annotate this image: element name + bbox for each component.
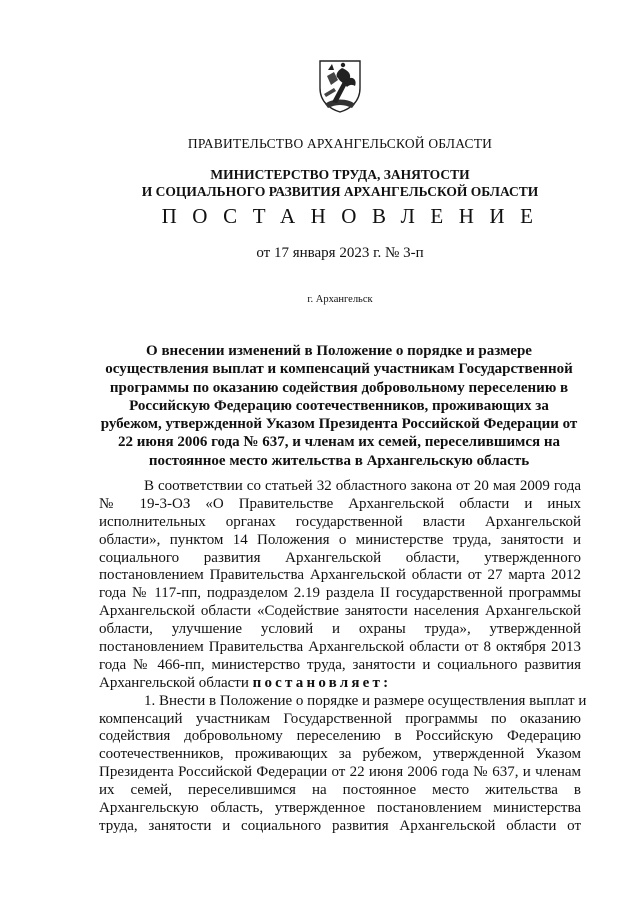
body-line: социального развития Архангельской области, утвержденного [99,549,581,566]
title-line: 22 июня 2006 года № 637, и членам их семей, переселившимся на [117,434,561,451]
ministry-line: МИНИСТЕРСТВО ТРУДА, ЗАНЯТОСТИ [210,167,470,182]
body-line-final [99,675,581,693]
body-line: компенсаций участникам Государственной программы по оказанию [99,710,581,727]
body-line: года № 117-пп, подразделом 2.19 раздела II государственной программы [99,585,581,602]
document-body [99,478,587,836]
body-line: содействия добровольному переселению в Российскую Федерацию [99,728,581,745]
body-line: постановлением Правительства Архангельской области от 27 марта 2012 [99,567,581,584]
title-line: программы по оказанию содействия добровольному переселению в [109,379,569,396]
city-name: г. Архангельск [307,294,373,305]
document-title [98,342,580,470]
ministry-name [60,166,620,200]
item-1-paragraph [99,692,587,836]
body-line: исполнительных органах государственной власти Архангельской [99,513,581,530]
title-line: рубежом, утвержденной Указом Президента Российской Федерации от [100,416,578,433]
preamble-paragraph [99,478,581,693]
title-line: О внесении изменений в Положение о порядке и размере [146,343,532,359]
title-line: осуществления выплат и компенсаций участникам Государственной [105,361,573,378]
body-line: 1. Внести в Положение о порядке и размере осуществления выплат и [144,692,587,709]
title-line: Российскую Федерацию соотечественников, проживающих за [129,397,549,414]
date-and-number: от 17 января 2023 г. № 3-п [256,245,424,261]
decree-word: постановляет: [252,674,392,691]
preamble-final-text: Архангельской области [99,674,249,691]
body-line: В соответствии со статьей 32 областного закона от 20 мая 2009 года [144,478,581,494]
body-line: Президента Российской Федерации от 22 июня 2006 года № 637, и членам [99,764,581,781]
document-type-heading: ПОСТАНОВЛЕНИЕ [161,204,549,228]
body-line: соотечественников, проживающих за рубежом, утвержденной Указом [99,746,581,763]
body-line: № 19-3-ОЗ «О Правительстве Архангельской области и иных [99,495,581,512]
body-line: области, улучшение условий и охраны труда», утвержденной [99,621,581,638]
title-line: постоянное место жительства в Архангельскую область [148,452,530,469]
body-line: их семей, переселившимся на постоянное место жительства в [99,782,581,799]
coat-of-arms-icon [316,58,364,114]
government-name: ПРАВИТЕЛЬСТВО АРХАНГЕЛЬСКОЙ ОБЛАСТИ [187,136,493,151]
body-line: Архангельскую область, утвержденное постановлением министерства [99,800,581,817]
ministry-line: И СОЦИАЛЬНОГО РАЗВИТИЯ АРХАНГЕЛЬСКОЙ ОБЛАСТИ [141,184,539,199]
body-line: года № 466-пп, министерство труда, занятости и социального развития [99,656,581,673]
body-line: труда, занятости и социального развития Архангельской области от [99,817,581,834]
body-line: постановлением Правительства Архангельской области от 8 октября 2013 [99,639,581,656]
body-line: области», пунктом 14 Положения о министерстве труда, занятости и [99,531,581,548]
body-line: Архангельской области «Содействие занятости населения Архангельской [99,603,581,620]
